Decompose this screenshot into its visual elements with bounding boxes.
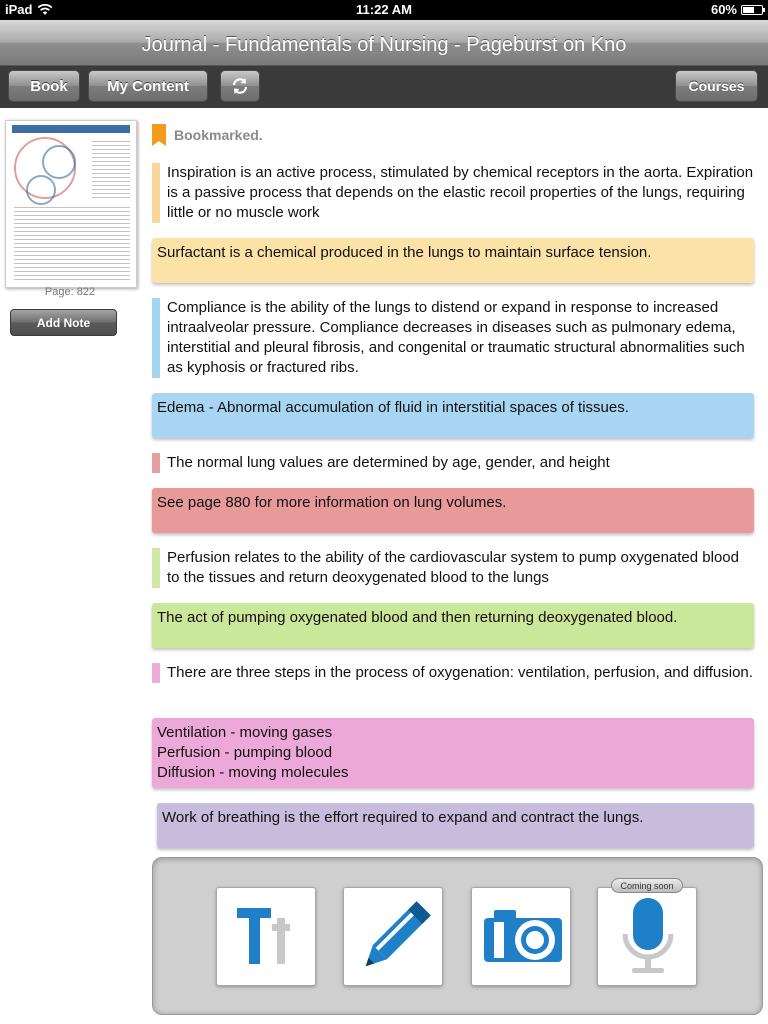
camera-icon	[472, 888, 572, 987]
highlight-text: There are three steps in the process of oxygenation: ventilation, perfusion, and diffusion.	[167, 664, 753, 681]
highlight-color-bar	[152, 548, 160, 588]
note-card[interactable]	[152, 603, 754, 648]
draw-note-button[interactable]	[343, 887, 443, 986]
highlight-passage[interactable]	[152, 163, 754, 223]
highlight-text: Perfusion relates to the ability of the cardiovascular system to pump oxygenated blood to the tissues and return deoxygenated blood to the lungs	[167, 549, 739, 586]
highlight-passage[interactable]	[152, 548, 754, 588]
note-card[interactable]	[152, 238, 754, 283]
text-note-button[interactable]	[216, 887, 316, 986]
note-card[interactable]	[152, 488, 754, 533]
status-bar	[0, 0, 768, 20]
bookmark-icon	[152, 124, 166, 146]
tool-panel	[152, 857, 763, 1015]
highlight-text: Inspiration is an active process, stimulated by chemical receptors in the aorta. Expiration is a passive process that depends on the elastic recoil properties of the lungs, requiring little or no muscle work	[167, 164, 754, 221]
title-bar	[0, 20, 768, 66]
refresh-icon	[230, 76, 250, 96]
my-content-button[interactable]: My Content	[88, 70, 208, 102]
highlight-text: Compliance is the ability of the lungs to distend or expand in response to increased intraalveolar pressure. Compliance decreases in diseases such as pulmonary edema, interstitial and pleural fibrosis, and congenital or traumatic structural abnormalities such as kyphosis or fractured ribs.	[167, 299, 745, 376]
note-card[interactable]	[152, 718, 754, 788]
highlight-color-bar	[152, 453, 160, 473]
bookmark-label: Bookmarked.	[174, 127, 263, 143]
note-text: Surfactant is a chemical produced in the lungs to maintain surface tension.	[157, 244, 652, 261]
highlight-color-bar	[152, 663, 160, 683]
highlight-passage[interactable]	[152, 453, 754, 473]
standalone-note-card[interactable]	[157, 803, 754, 848]
note-line: Perfusion - pumping blood	[157, 744, 333, 761]
carrier-label: iPad	[5, 2, 33, 17]
highlight-color-bar	[152, 163, 160, 223]
battery-icon	[741, 5, 763, 15]
highlight-passage[interactable]	[152, 663, 754, 683]
coming-soon-badge: Coming soon	[611, 878, 683, 893]
text-tool-icon	[217, 888, 317, 987]
clock: 11:22 AM	[356, 2, 412, 17]
note-text: The act of pumping oxygenated blood and then returning deoxygenated blood.	[157, 609, 678, 626]
page-title: Journal - Fundamentals of Nursing - Pageburst on Kno	[141, 34, 627, 56]
note-card[interactable]	[152, 393, 754, 438]
note-text: Work of breathing is the effort required to expand and contract the lungs.	[162, 809, 644, 826]
highlight-color-bar	[152, 298, 160, 378]
note-line: Ventilation - moving gases	[157, 724, 333, 741]
pencil-icon	[344, 888, 444, 987]
sync-button[interactable]	[220, 70, 260, 102]
note-text: Edema - Abnormal accumulation of fluid in interstitial spaces of tissues.	[157, 399, 629, 416]
courses-button[interactable]: Courses	[675, 70, 758, 102]
battery-group	[711, 2, 763, 17]
bookmark-heading	[152, 124, 263, 146]
highlight-passage[interactable]	[152, 298, 754, 378]
microphone-icon	[598, 888, 698, 987]
back-to-book-button[interactable]: Book	[8, 70, 80, 102]
add-note-button[interactable]: Add Note	[10, 309, 117, 336]
audio-note-button[interactable]	[597, 887, 697, 986]
battery-percent: 60%	[710, 2, 737, 17]
toolbar	[0, 66, 768, 108]
photo-note-button[interactable]	[471, 887, 571, 986]
highlight-text: The normal lung values are determined by age, gender, and height	[167, 454, 610, 471]
note-line: Diffusion - moving molecules	[157, 764, 349, 781]
page-number-label: Page: 822	[44, 286, 96, 298]
page-thumbnail[interactable]	[5, 120, 137, 288]
note-text: See page 880 for more information on lung volumes.	[157, 494, 507, 511]
